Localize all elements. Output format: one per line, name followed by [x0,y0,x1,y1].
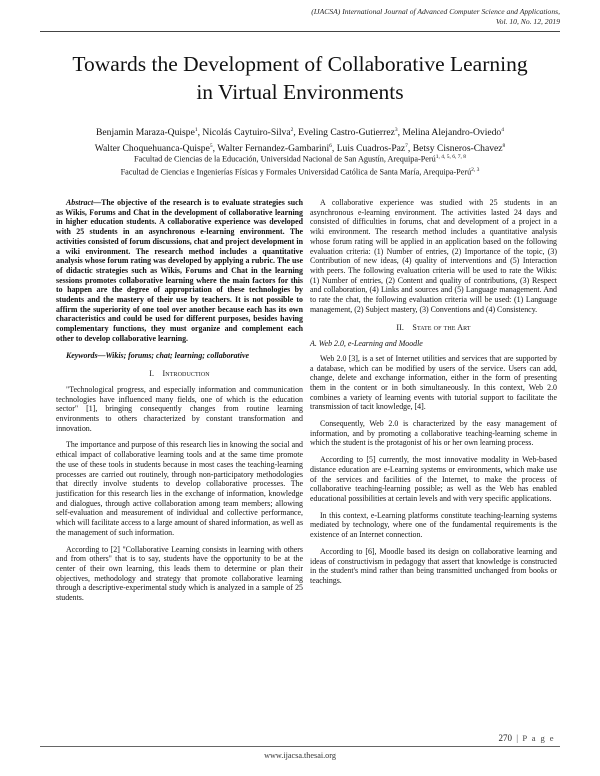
section-number: I. [149,369,155,379]
author-affil-mark: 4 [501,127,504,133]
footer-rule [40,746,560,747]
section-title: State of the Art [412,323,471,333]
author-name: Betsy Cisneros-Chavez [412,142,503,154]
right-column [310,198,557,593]
paragraph: Consequently, Web 2.0 is characterized by the easy management of information, and by promoting a collaborative teaching-learning scheme in which the student is the protagonist of his or her own learning process. [310,419,557,448]
paragraph: In this context, e-Learning platforms constitute teaching-learning systems mediated by technology, where one of the fundamental requirements is the existence of an Internet connection. [310,510,557,540]
author-name: Eveling Castro-Gutierrez [298,127,395,139]
author-name: Nicolás Caytuiro-Silva [202,127,291,139]
abstract-label: Abstract [66,198,94,207]
author-affil-mark: 5 [209,142,213,149]
affiliation-2 [40,165,560,178]
section-title: Introduction [162,369,210,379]
author-affil-mark: 1 [194,127,198,133]
author-name: Melina Alejandro-Oviedo [402,127,502,139]
abstract-text: —The objective of the research is to evaluate strategies such as Wikis, Forums and Chat in the development of collaborative learning in higher education students. A collaborative experience was developed with 25 students in an asynchronous e-learning environment. The activities consisted of forum discussions, chat and project development in a wiki environment. The research method includes a quantitative analysis whose forum rating was developed by applying a rubric. The use of didactic strategies such as Wikis, Forums and Chat in the learning sessions promotes collaborative learning where the main factors for this to happen are the degree of appropriation of these technologies by students and the mastery of their use by teachers. It is not possible to affirm the superiority of one tool over another because each has its own characteristics and could be used for different purposes, besides having complementary functions, they must organize and complement each other to develop collaborative learning. [56,198,303,343]
author-name: Luis Cuadros-Paz [336,142,406,154]
page-separator: | [516,733,519,743]
journal-url: www.ijacsa.thesai.org [264,751,336,760]
header-rule [40,31,560,32]
affiliation-text: Facultad de Ciencias de la Educación, Universidad Nacional de San Agustín, Arequipa-Perú [134,154,436,164]
keywords: Keywords—Wikis; forums; chat; learning; collaborative [66,350,249,360]
section-heading-introduction [56,369,303,379]
author-name: Walter Fernandez-Gambarini [217,142,330,154]
affiliation-marks: 1, 4, 5, 6, 7, 8 [435,154,466,160]
author-affil-mark: 7 [405,142,408,149]
paragraph: According to [2] "Collaborative Learning consists in learning with others and from others" that is to say, students have the opportunity to be at the center of their own learning, this leads them to determine or plan their objectives, methodology and strategy that promote collaborative learning through a descriptive-experimental study which is analyzed in a sample of 25 students. [56,544,303,603]
title-line-2: in Virtual Environments [196,80,404,104]
paragraph: According to [6], Moodle based its design on collaborative learning and ideas of constructivism in pedagogy that assert that knowledge is constructed in the student's mind rather than being transmitted unchanged from books or teachings. [310,546,557,585]
page-word: P a g e [522,733,555,743]
paragraph: Web 2.0 [3], is a set of Internet utilities and services that are supported by a database, which can be modified by users of the service. Users can add, change, delete and exchange information, either in the form of presenting them in the content or in both simultaneously. In this context, Web 2.0 combines a variety of learning events with tutorial support to facilitate the transmission of tacit knowledge, [4]. [310,353,557,412]
section-number: II. [396,323,404,333]
page-number [499,733,555,743]
affiliation-marks: 2, 3 [471,167,480,173]
journal-name: (IJACSA) International Journal of Advanced Computer Science and Applications, [311,7,560,16]
page-number-value: 270 [498,733,513,743]
author-affil-mark: 2 [290,127,294,133]
author-name: Benjamin Maraza-Quispe [96,127,195,139]
affiliation-1 [40,152,560,165]
paper-title [40,50,560,106]
author-name: Walter Choquehuanca-Quispe [94,142,210,154]
journal-volume: Vol. 10, No. 12, 2019 [495,17,560,26]
author-affil-mark: 3 [394,127,398,133]
author-affil-mark: 6 [329,142,332,149]
paragraph: "Technological progress, and especially information and communication technologies have influenced many fields, one of which is the education sector" [1], bringing consequently changes from routine learning environments to others characterized by constant transformation and innovation. [56,384,303,433]
paragraph: According to [5] currently, the most innovative modality in Web-based distance education are e-Learning systems or environments, which make use of the services and facilities of the Internet, to make the process of collaborative teaching-learning possible; as well as the Web has enabled educational possibilities at certain levels and with very specific applications. [310,455,557,503]
paragraph: A collaborative experience was studied with 25 students in an asynchronous e-learning environment. The activities lasted 24 days and consisted of difficulties in forums, chat and development of a project in a wiki environment. The research method includes a quantitative analysis whose forum rating will be applied in an application based on the following evaluation criteria: (1) Number of entries, (2) Importance of the topic, (3) Contribution of new ideas, (4) quality of interventions and (5) Interaction with peers. The following evaluation criteria will be used to rate the Wikis: (1) Number of entries, (2) Content and quality of contributions, (3) Respect and collaboration, (4) Links and sources and (5) Language management. And to rate the chat, the following evaluation criteria will be used: (1) Language management, (2) Subject mastery, (3) Conventions and (4) Consistency. [310,198,557,314]
section-heading-state-of-the-art [310,323,557,333]
left-column [56,198,303,610]
paragraph: The importance and purpose of this research lies in knowing the social and ethical impact of collaborative learning tools and at the same time promote the use of these tools in students because in most cases the teaching-learning processes are carried out routinely, through non-participatory methodologies that directly involve students to develop collaborative processes. The justification for this research lies in the exchange of information, knowledge and dialogues, through active collaboration among team members; allowing self-evaluation and measurement of individual and collective performance, which will facilitate access to a large amount of shared information, as well as the management of such information. [56,440,304,537]
author-list: Benjamin Maraza-Quispe$^1$, Nicolás Caytuiro-Silva$^2$, Eveling Castro-Gutierrez$^3$, Melina Alejandro-Oviedo$^4$ Walter Choquehuanca-Quispe$^5$, Walter Fernandez-Gambarini$^6$, Luis Cuadros-Paz$^7$, Betsy Cisneros-Chavez$^8$ [94,127,506,154]
subsection-heading: A. Web 2.0, e-Learning and Moodle [310,339,423,349]
abstract [56,198,303,344]
title-line-1: Towards the Development of Collaborative Learning [72,52,528,76]
author-affil-mark: 8 [502,142,506,149]
affiliation-text: Facultad de Ciencias e Ingenierías Físicas y Formales Universidad Católica de Santa María, Arequipa-Perú [120,167,472,177]
journal-header [200,7,560,27]
